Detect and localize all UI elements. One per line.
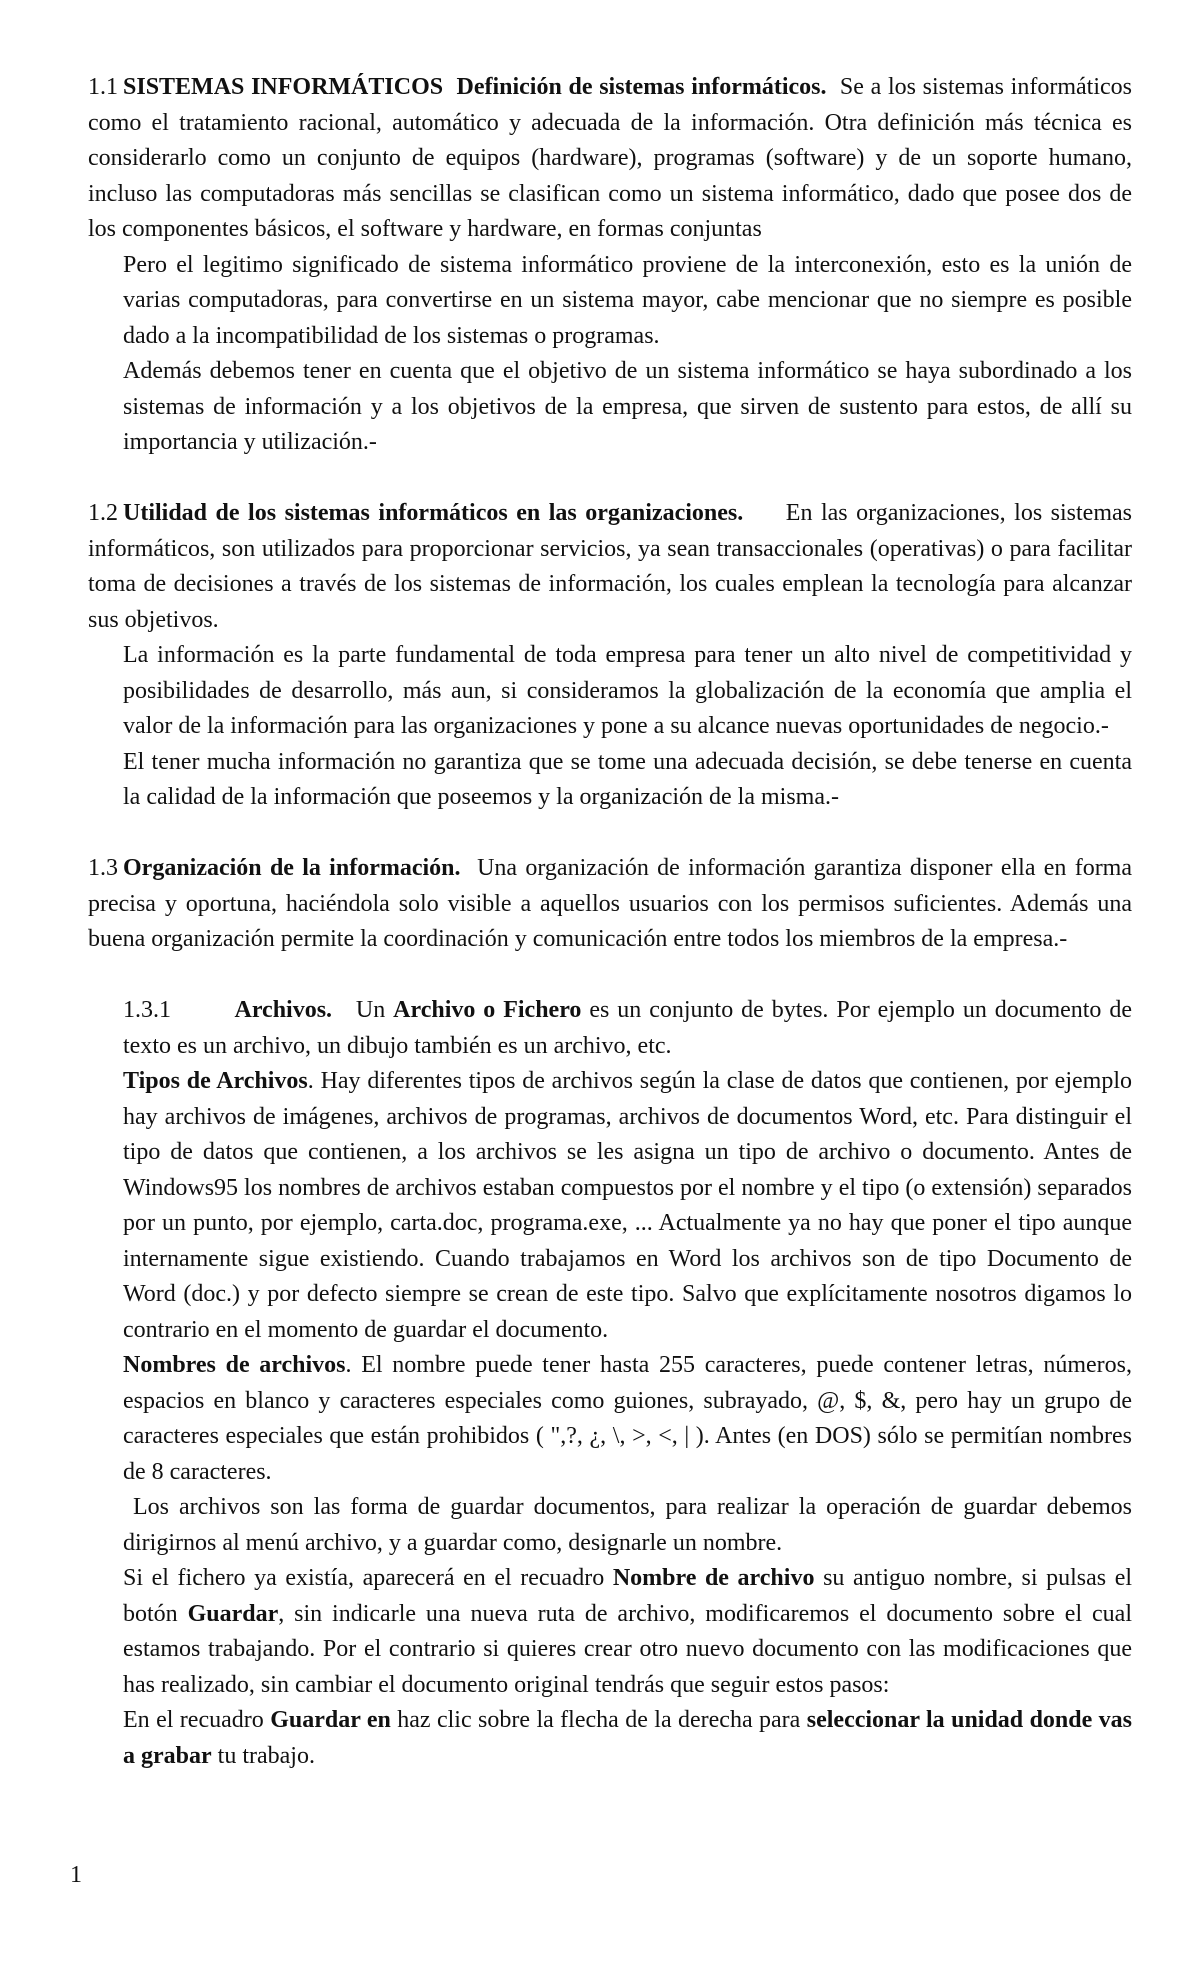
paragraph-text: su antiguo nombre, si pulsas el botón	[123, 1565, 1133, 1627]
bold-term: Tipos de Archivos	[123, 1068, 308, 1094]
section-1-2	[88, 496, 1132, 816]
bold-term: Nombre de archivo	[612, 1565, 815, 1591]
section-1-3-1	[123, 993, 1132, 1774]
nombres-de-archivos-paragraph	[123, 1348, 1132, 1490]
section-number: 1.1	[88, 74, 118, 100]
section-1-3-1-intro	[123, 993, 1132, 1064]
section-1-1-intro	[88, 70, 1132, 248]
section-1-3	[88, 851, 1132, 958]
paragraph-text: Una organización de información garantiza disponer ella en forma precisa y oportuna, haciéndola solo visible a aquellos usuarios con los permisos suficientes. Además una buena organización permite la coordinación y comunicación entre todos los miembros de la empresa.-	[88, 855, 1133, 952]
bold-term: Archivo o Fichero	[393, 997, 582, 1023]
section-heading: Archivos.	[234, 997, 333, 1023]
paragraph-text: Un	[355, 997, 386, 1023]
bold-term: Guardar en	[270, 1707, 391, 1733]
bold-term: seleccionar la unidad donde vas a grabar	[123, 1707, 1133, 1769]
section-heading: SISTEMAS INFORMÁTICOS	[123, 74, 444, 100]
fichero-paragraph	[123, 1561, 1132, 1703]
section-1-2-paragraph-2: La información es la parte fundamental de toda empresa para tener un alto nivel de competitividad y posibilidades de desarrollo, más aun, si consideramos la globalización de la economía que amplia el valor de la información para las organizaciones y pone a su alcance nuevas oportunidades de negocio.-	[123, 642, 1132, 739]
section-number: 1.3	[88, 855, 118, 881]
paragraph-text: , sin indicarle una nueva ruta de archivo, modificaremos el documento sobre el cual estamos trabajando. Por el contrario si quieres crear otro nuevo documento con las modificaciones que has realizado, sin cambiar el documento original tendrás que seguir estos pasos:	[123, 1600, 1132, 1698]
paragraph-text: haz clic sobre la flecha de la derecha para	[397, 1707, 801, 1733]
paragraph-text: En las organizaciones, los sistemas informáticos, son utilizados para proporcionar servicios, ya sean transaccionales (operativas) o para facilitar toma de decisiones a través de los sistemas de información, los cuales emplean la tecnología para alcanzar sus objetivos.	[88, 500, 1132, 633]
recuadro-paragraph	[123, 1703, 1132, 1774]
paragraph-text: tu trabajo.	[217, 1742, 315, 1769]
paragraph-text: En el recuadro	[123, 1707, 264, 1733]
bold-term: Guardar	[187, 1600, 279, 1627]
section-subheading: Definición de sistemas informáticos.	[456, 74, 827, 100]
section-1-2-intro	[88, 496, 1132, 638]
section-number: 1.2	[88, 500, 118, 526]
section-1-1-paragraph-2: Pero el legitimo significado de sistema informático proviene de la interconexión, esto es la unión de varias computadoras, para convertirse en un sistema mayor, cabe mencionar que no siempre es posible dado a la incompatibilidad de los sistemas o programas.	[123, 251, 1132, 349]
section-1-3-intro	[88, 851, 1132, 958]
section-heading: Organización de la información.	[123, 855, 461, 881]
section-1-2-paragraph-3: El tener mucha información no garantiza que se tome una adecuada decisión, se debe tenerse en cuenta la calidad de la información que poseemos y la organización de la misma.-	[123, 748, 1132, 810]
paragraph-text: Si el fichero ya existía, aparecerá en el recuadro	[123, 1565, 605, 1591]
bold-term: Nombres de archivos	[123, 1352, 346, 1378]
paragraph-text: . El nombre puede tener hasta 255 caracteres, puede contener letras, números, espacios en blanco y caracteres especiales como guiones, subrayado, @, $, &, pero hay un grupo de caracteres especiales que están prohibidos ( ",?, ¿, \, >, <, | ). Antes (en DOS) sólo se permitían nombres de 8 caracteres.	[123, 1352, 1132, 1485]
section-1-1-paragraph-3: Además debemos tener en cuenta que el objetivo de un sistema informático se haya subordinado a los sistemas de información y a los objetivos de la empresa, que sirven de sustento para estos, de allí su importancia y utilización.-	[123, 358, 1132, 455]
paragraph-text: es un conjunto de bytes. Por ejemplo un documento de texto es un archivo, un dibujo también es un archivo, etc.	[123, 997, 1133, 1059]
section-1-1	[88, 70, 1132, 461]
paragraph-text: Se a los sistemas informáticos como el tratamiento racional, automático y adecuada de la información. Otra definición más técnica es considerarlo como un conjunto de equipos (hardware), programas (software) y de un soporte humano, incluso las computadoras más sencillas se clasifican como un sistema informático, dado que posee dos de los componentes básicos, el software y hardware, en formas conjuntas	[88, 74, 1132, 242]
page-number: 1	[70, 1862, 82, 1888]
tipos-de-archivos-paragraph	[123, 1064, 1132, 1348]
section-number: 1.3.1	[123, 997, 171, 1023]
guardar-paragraph: Los archivos son las forma de guardar documentos, para realizar la operación de guardar debemos dirigirnos al menú archivo, y a guardar como, designarle un nombre.	[123, 1494, 1132, 1556]
section-heading: Utilidad de los sistemas informáticos en las organizaciones.	[123, 500, 744, 526]
paragraph-text: . Hay diferentes tipos de archivos según la clase de datos que contienen, por ejemplo hay archivos de imágenes, archivos de programas, archivos de documentos Word, etc. Para distinguir el tipo de datos que contienen, a los archivos se les asigna un tipo de archivo o documento. Antes de Windows95 los nombres de archivos estaban compuestos por el nombre y el tipo (o extensión) separados por un punto, por ejemplo, carta.doc, programa.exe, ... Actualmente ya no hay que poner el tipo aunque internamente sigue existiendo. Cuando trabajamos en Word los archivos son de tipo Documento de Word (doc.) y por defecto siempre se crean de este tipo. Salvo que explícitamente nosotros digamos lo contrario en el momento de guardar el documento.	[123, 1068, 1132, 1343]
